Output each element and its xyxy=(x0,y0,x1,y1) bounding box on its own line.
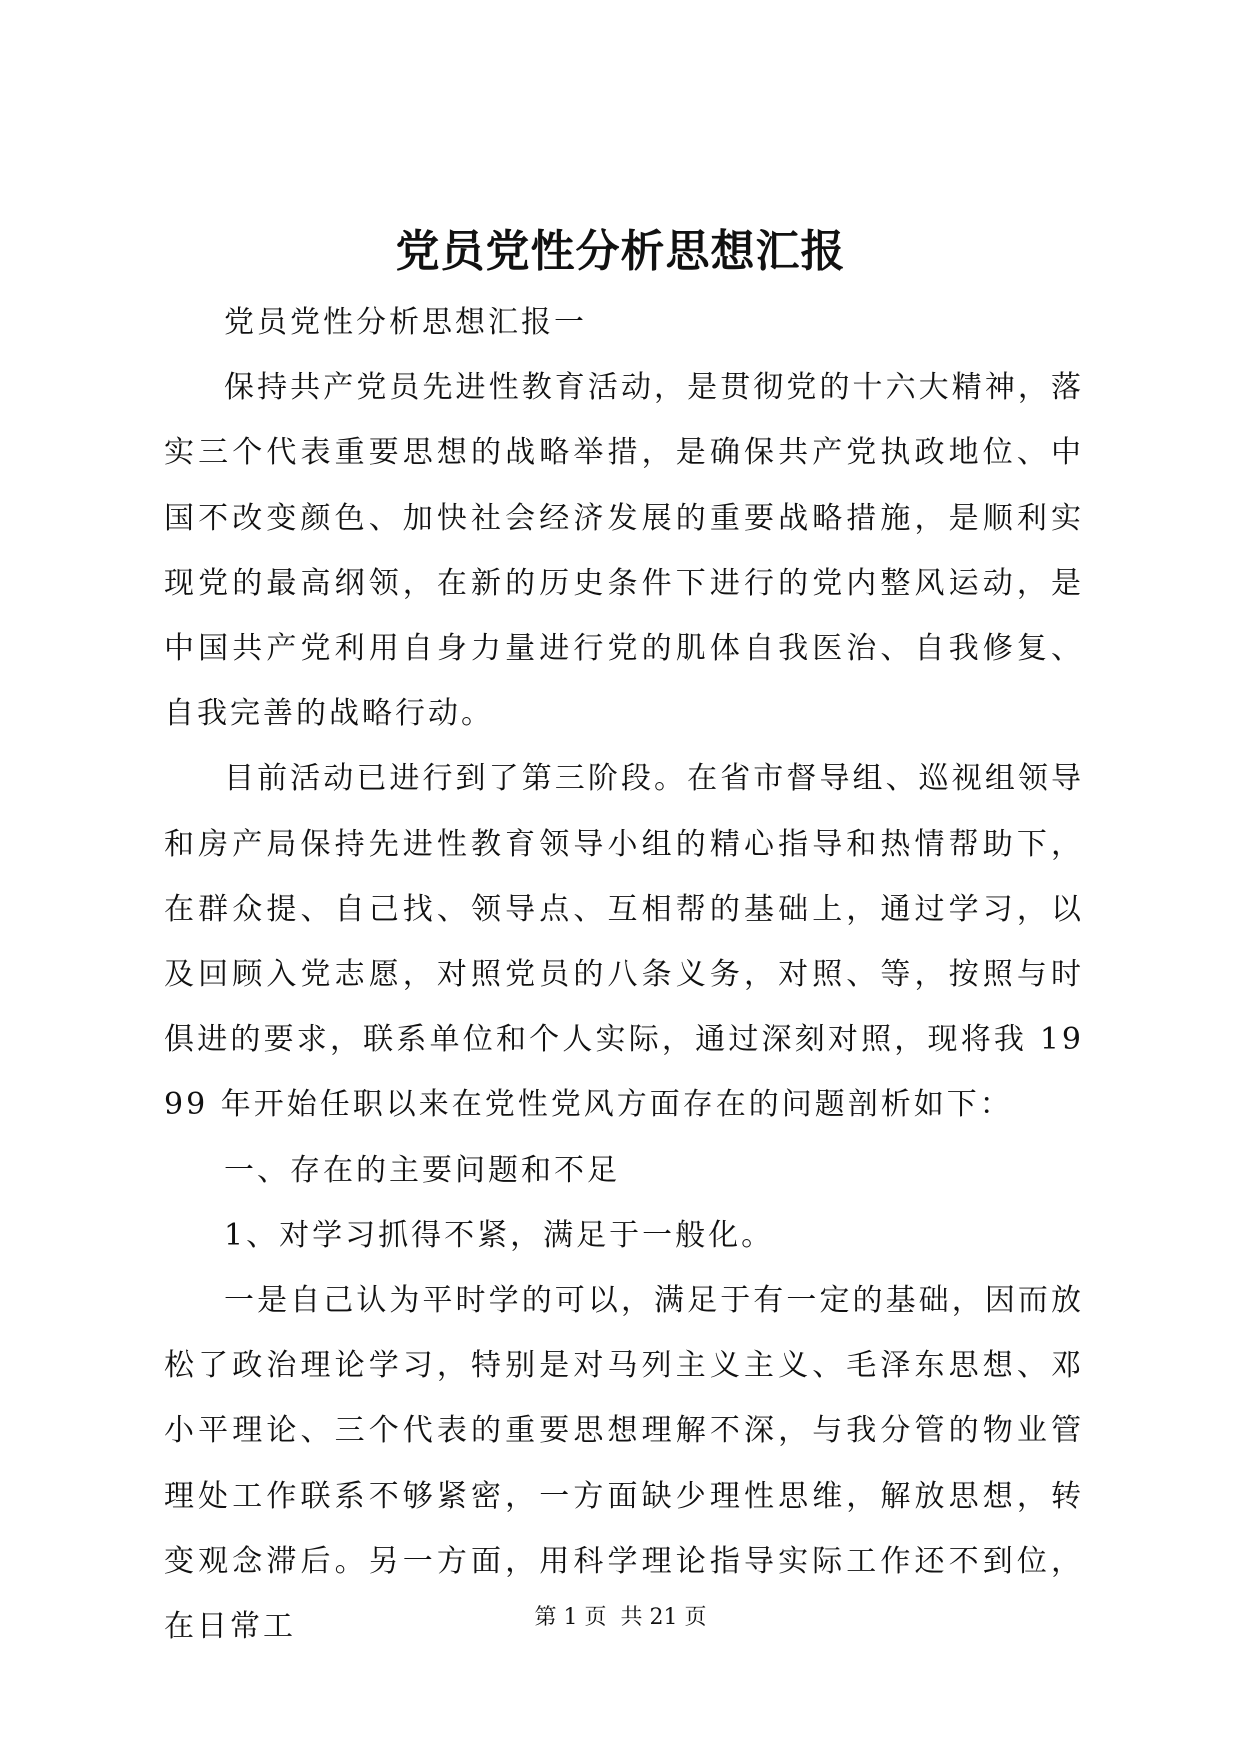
page-number: 第 1 页 xyxy=(534,1605,607,1630)
subsection-heading: 1、对学习抓得不紧，满足于一般化。 xyxy=(224,1217,775,1253)
document-title: 党员党性分析思想汇报 xyxy=(395,226,846,277)
page-footer xyxy=(0,1603,1241,1633)
document-body xyxy=(164,290,1084,1659)
page-total: 共 21 页 xyxy=(620,1605,707,1630)
section-heading: 一、存在的主要问题和不足 xyxy=(224,1152,620,1188)
paragraph-subtitle: 党员党性分析思想汇报一 xyxy=(224,305,587,340)
paragraph-2: 目前活动已进行到了第三阶段。在省市督导组、巡视组领导和房产局保持先进性教育领导小组的精心指导和热情帮助下，在群众提、自己找、领导点、互相帮的基础上，通过学习，以及回顾入党志愿，对照党员的八条义务，对照、等，按照与时俱进的要求，联系单位和个人实际，通过深刻对照，现将我 1999 年开始任职以来在党性党风方面存在的问题剖析如下： xyxy=(164,761,1084,1123)
paragraph-3: 一是自己认为平时学的可以，满足于有一定的基础，因而放松了政治理论学习，特别是对马列主义主义、毛泽东思想、邓小平理论、三个代表的重要思想理解不深，与我分管的物业管理处工作联系不够紧密，一方面缺少理性思维，解放思想，转变观念滞后。另一方面，用科学理论指导实际工作还不到位，在日常工 xyxy=(164,1283,1084,1645)
paragraph-1: 保持共产党员先进性教育活动，是贯彻党的十六大精神，落实三个代表重要思想的战略举措，是确保共产党执政地位、中国不改变颜色、加快社会经济发展的重要战略措施，是顺利实现党的最高纲领，在新的历史条件下进行的党内整风运动，是中国共产党利用自身力量进行党的肌体自我医治、自我修复、自我完善的战略行动。 xyxy=(164,370,1084,732)
